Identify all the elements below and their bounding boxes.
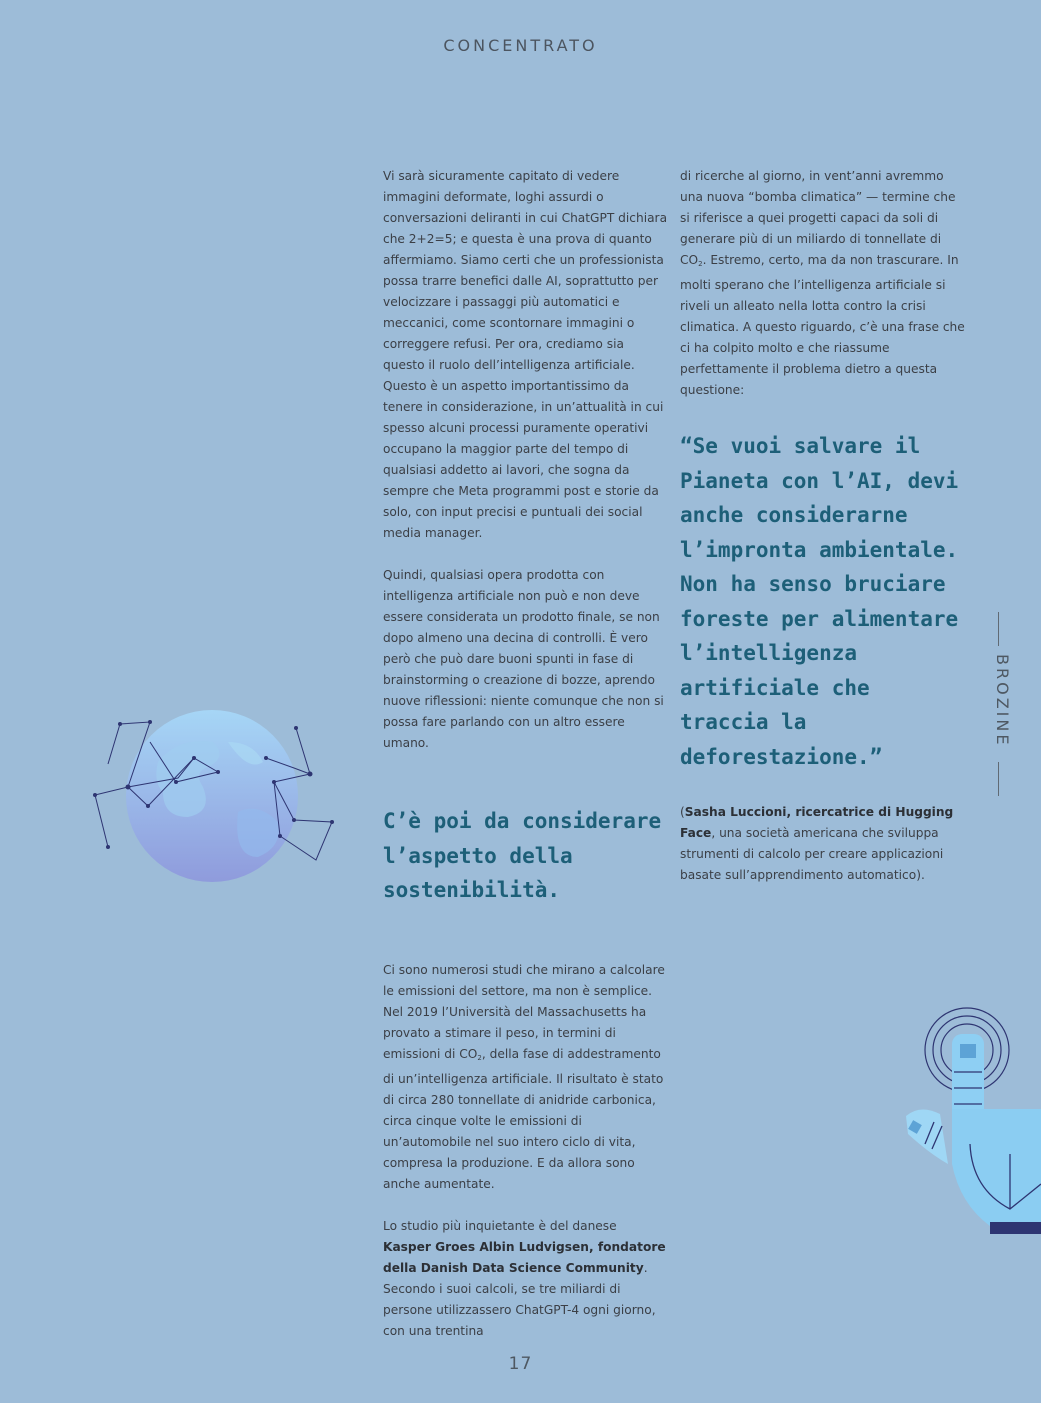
- page-number: 17: [508, 1354, 533, 1374]
- paragraph: Vi sarà sicuramente capitato di vedere immagini deformate, loghi assurdi o conversazioni deliranti in cui ChatGPT dichiara che 2+2=5; e questa è una prova di quanto affermiamo. Siamo certi che un professionista possa trarre benefici dalle AI, soprattutto per velocizzare i passaggi più automatici e meccanici, come scontornare immagini o correggere refusi. Per ora, crediamo sia questo il ruolo dell’intelligenza artificiale. Questo è un aspetto importantissimo da tenere in considerazione, in un’attualità in cui spesso alcuni processi puramente operativi occupano la maggior parte del tempo di qualsiasi addetto ai lavori, che sogna da sempre che Meta programmi post e storie da solo, con input precisi e puntuali dei social media manager.: [383, 169, 668, 540]
- quote-attribution: (Sasha Luccioni, ricercatrice di Hugging Face, una società americana che sviluppa strumenti di calcolo per creare applicazioni basate sull’apprendimento automatico).: [680, 805, 954, 882]
- paragraph: di ricerche al giorno, in vent’anni avremmo una nuova “bomba climatica” — termine che si riferisce a quei progetti capaci da soli di generare più di un miliardo di tonnellate di $CO_2$. Estremo, certo, ma da non trascurare. In molti sperano che l’intelligenza artificiale si riveli un alleato nella lotta contro la crisi climatica. A questo riguardo, c’è una frase che ci ha colpito molto e che riassume perfettamente il problema dietro a questa questione:: [680, 169, 965, 397]
- section-header: CONCENTRATO: [443, 36, 598, 55]
- divider: [998, 612, 999, 646]
- side-label: [985, 612, 1015, 796]
- highlight-quote: [680, 429, 965, 774]
- article-left-column: [383, 166, 668, 1342]
- article-right-column: [680, 166, 965, 886]
- paragraph: Ci sono numerosi studi che mirano a calcolare le emissioni del settore, ma non è semplice. Nel 2019 l’Università del Massachusetts ha provato a stimare il peso, in termini di emissioni di $CO_2$, della fase di addestramento di un’intelligenza artificiale. Il risultato è stato di circa 280 tonnellate di anidride carbonica, circa cinque volte le emissioni di un’automobile nel suo intero ciclo di vita, compresa la produzione. E da allora sono anche aumentate.: [383, 962, 665, 1191]
- touch-hand-icon: [900, 1004, 1041, 1240]
- paragraph: Lo studio più inquietante è del danese Kasper Groes Albin Ludvigsen, fondatore della Danish Data Science Community. Secondo i suoi calcoli, se tre miliardi di persone utilizzassero ChatGPT-4 ogni giorno, con una trentina: [383, 1218, 666, 1338]
- divider: [998, 762, 999, 796]
- paragraph: Quindi, qualsiasi opera prodotta con intelligenza artificiale non può e non deve essere considerata un prodotto finale, se non dopo almeno una decina di controlli. È vero però che può dare buoni spunti in fase di brainstorming o creazione di bozze, aprendo nuove riflessioni: niente comunque che non si possa fare parlando con un altro essere umano.: [383, 568, 664, 750]
- globe-network-icon: [88, 702, 338, 891]
- quote-line: Non ha senso bruciare foreste per alimentare l’intelligenza artificiale che traccia la deforestazione.”: [680, 572, 959, 769]
- quote-line: “Se vuoi salvare il Pianeta con l’AI, devi anche considerarne l’impronta ambientale.: [680, 434, 959, 562]
- pull-quote: C’è poi da considerare l’aspetto della sostenibilità.: [383, 809, 662, 902]
- side-label-text: BROZINE: [993, 654, 1012, 748]
- person-name: Kasper Groes Albin Ludvigsen, fondatore della Danish Data Science Community: [383, 1239, 666, 1275]
